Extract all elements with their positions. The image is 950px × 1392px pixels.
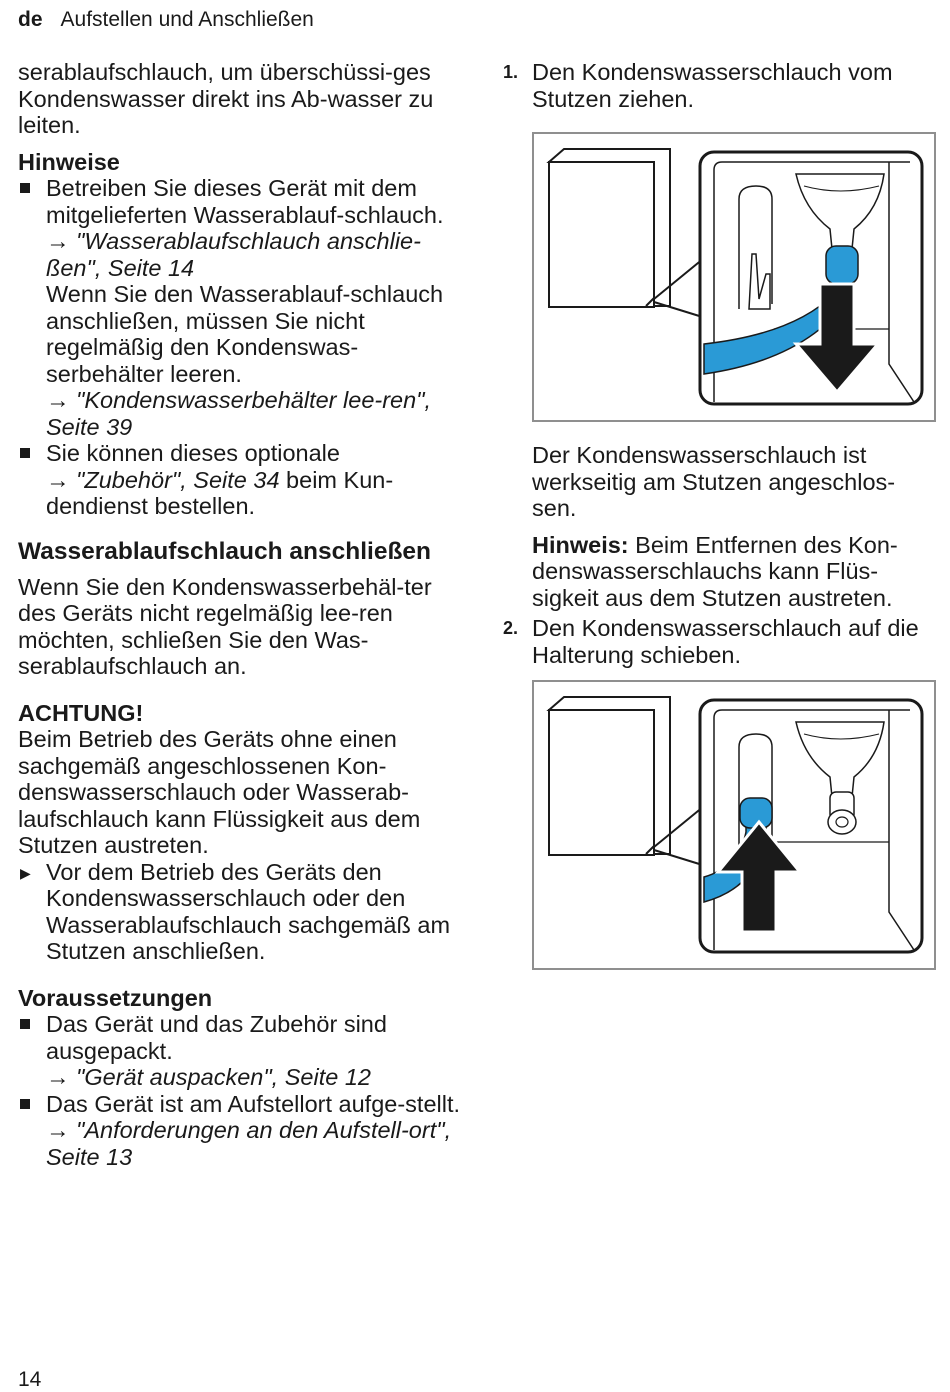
hint-item <box>18 175 468 440</box>
section-paragraph: Wenn Sie den Kondenswasserbehäl-ter des Geräts nicht regelmäßig lee-ren möchten, schließen Sie den Was-serablaufschlauch an. <box>18 573 432 679</box>
cross-reference-link[interactable]: → "Wasserablaufschlauch anschlie-ßen", Seite 14 <box>46 228 421 281</box>
step-1 <box>503 59 933 112</box>
appliance-outline <box>549 697 670 855</box>
square-bullet-icon <box>20 1091 30 1118</box>
step-number: 2. <box>503 618 519 638</box>
hint-text: Wenn Sie den Wasserablauf-schlauch anschließen, müssen Sie nicht regelmäßig den Kondenswas-serbehälter leeren. <box>46 281 444 387</box>
cross-reference-link[interactable]: → "Zubehör", Seite 34 <box>46 466 280 493</box>
hint-text: Betreiben Sie dieses Gerät mit dem mitgelieferten Wasserablauf-schlauch. <box>46 175 444 228</box>
step-2 <box>503 615 933 668</box>
square-bullet-icon <box>20 440 30 467</box>
cross-reference-link[interactable]: → "Gerät auspacken", Seite 12 <box>46 1064 371 1090</box>
figure-remove-hose <box>532 132 936 422</box>
hinweise-heading: Hinweise <box>18 148 120 175</box>
section-heading: Wasserablaufschlauch anschließen <box>18 537 432 565</box>
warning-action-text: Vor dem Betrieb des Geräts den Kondenswasserschlauch oder den Wasserablaufschlauch sachgemäß am Stutzen anschließen. <box>46 858 451 964</box>
appliance-outline <box>549 149 670 307</box>
hint-text: Sie können dieses optionale <box>46 440 340 466</box>
square-bullet-icon <box>20 1011 30 1038</box>
cross-reference-link[interactable]: → "Anforderungen an den Aufstell-ort", Seite 13 <box>46 1117 452 1170</box>
warning-paragraph: Beim Betrieb des Geräts ohne einen sachgemäß angeschlossenen Kon-denswasserschlauch oder Wasserab-laufschlauch kann Flüssigkeit aus dem Stutzen austreten. <box>18 726 421 858</box>
triangle-bullet-icon: ▶ <box>20 864 31 881</box>
intro-paragraph: serablaufschlauch, um überschüssi-ges Kondenswasser direkt ins Ab-wasser zu leiten. <box>18 59 434 138</box>
step-result: Der Kondenswasserschlauch ist werkseitig am Stutzen angeschlos-sen. <box>532 442 896 521</box>
prerequisite-item <box>18 1091 468 1171</box>
step-hint <box>503 532 933 612</box>
cross-reference-link[interactable]: → "Kondenswasserbehälter lee-ren", Seite 39 <box>46 387 432 440</box>
prerequisite-item <box>18 1011 468 1091</box>
right-column <box>503 59 933 970</box>
prerequisite-text: Das Gerät ist am Aufstellort aufge-stellt. <box>46 1090 461 1117</box>
warning-heading: ACHTUNG! <box>18 699 144 726</box>
attach-hose-illustration <box>534 682 934 968</box>
warning-action <box>18 859 468 965</box>
remove-hose-illustration <box>534 134 934 420</box>
page-number: 14 <box>18 1368 42 1391</box>
step-text: Den Kondenswasserschlauch auf die Halterung schieben. <box>532 615 919 668</box>
left-column <box>18 59 468 1170</box>
section-title: Aufstellen und Anschließen <box>60 8 314 31</box>
figure-attach-hose <box>532 680 936 970</box>
prerequisite-text: Das Gerät und das Zubehör sind ausgepackt. <box>46 1011 387 1064</box>
square-bullet-icon <box>20 175 30 202</box>
language-code: de <box>18 8 43 31</box>
page-header <box>18 8 314 32</box>
prerequisites-heading: Voraussetzungen <box>18 984 213 1011</box>
step-text: Den Kondenswasserschlauch vom Stutzen ziehen. <box>532 59 893 112</box>
step-number: 1. <box>503 62 519 82</box>
hint-text: beim Kun-dendienst bestellen. <box>46 466 394 519</box>
hint-text: Beim Entfernen des Kon-denswasserschlauchs kann Flüs-sigkeit aus dem Stutzen austreten. <box>532 531 898 611</box>
hint-label: Hinweis: <box>532 531 629 558</box>
hint-item <box>18 440 468 520</box>
